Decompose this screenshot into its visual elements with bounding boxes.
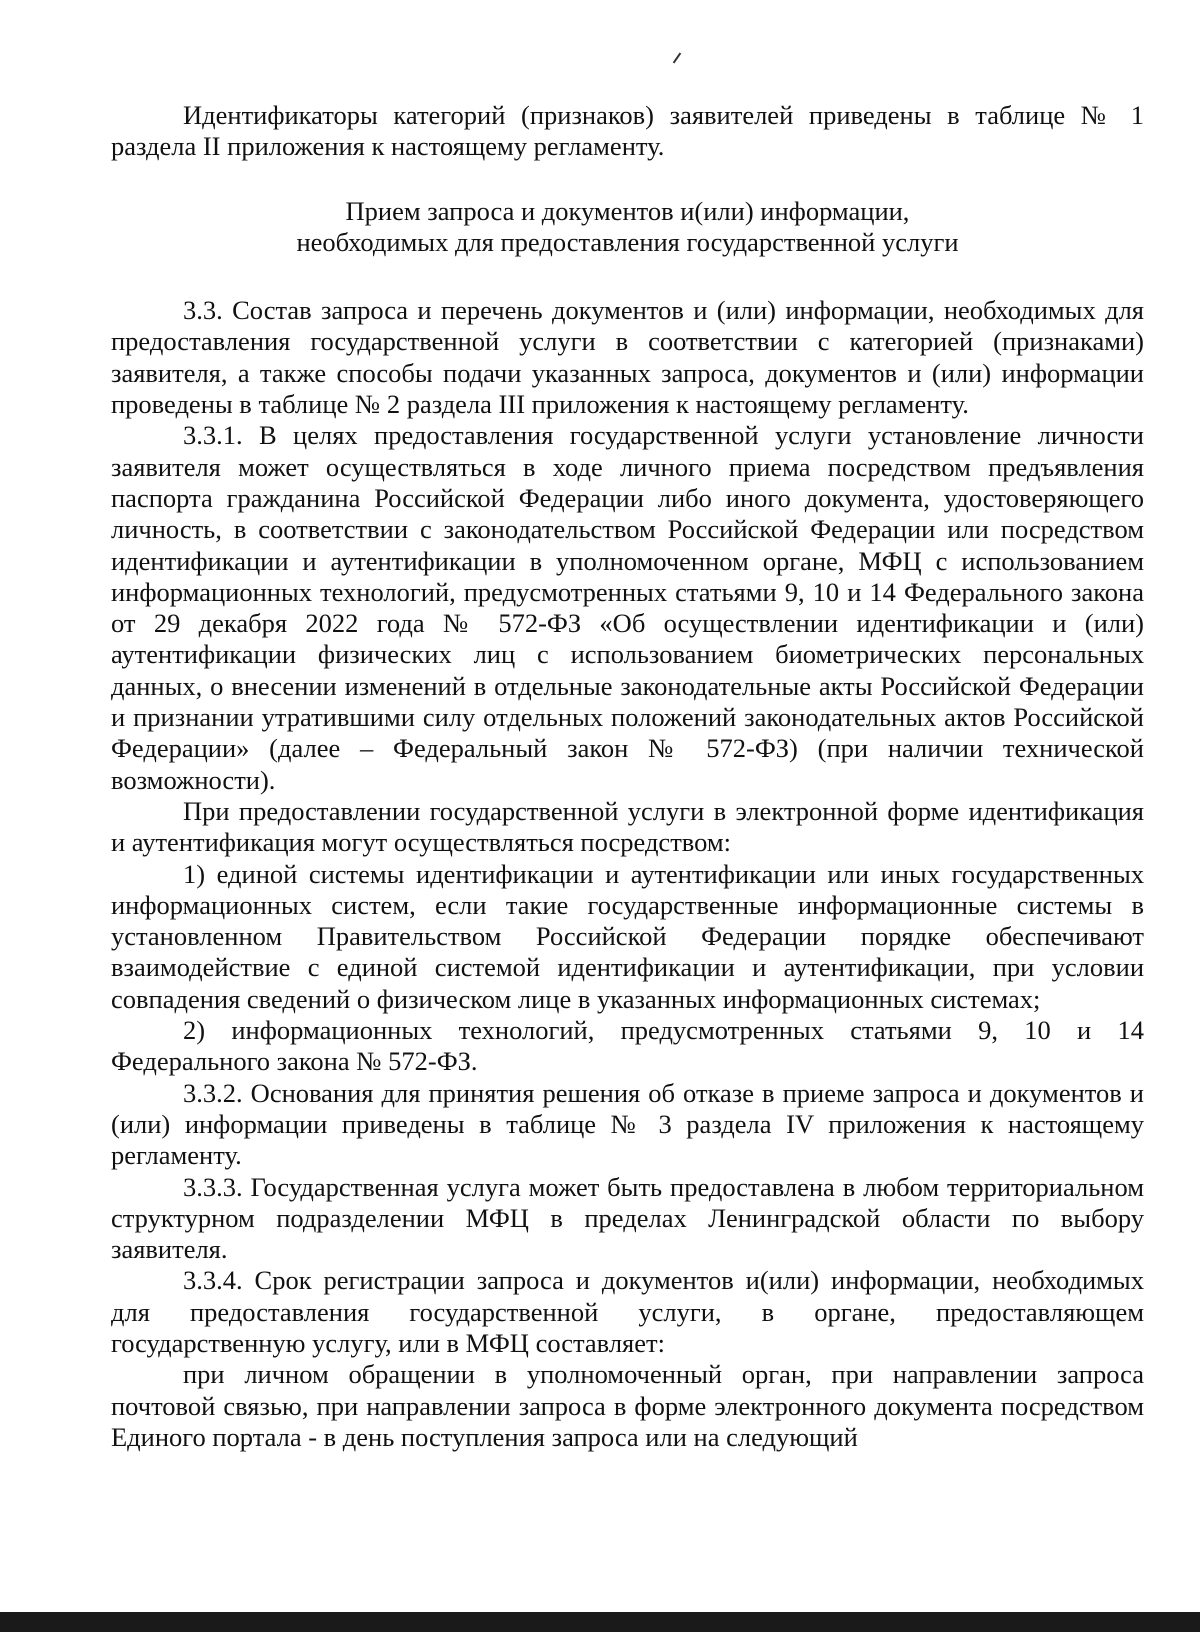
list-item-2: 2) информационных технологий, предусмотренных статьями 9, 10 и 14 Федерального закона № 572-ФЗ. — [111, 1015, 1144, 1077]
section-heading-line-1: Прием запроса и документов и(или) информации, — [345, 195, 910, 226]
paragraph-3-3-3: 3.3.3. Государственная услуга может быть предоставлена в любом территориальном структурном подразделении МФЦ в пределах Ленинградской области по выбору заявителя. — [111, 1171, 1144, 1265]
scan-mark — [673, 53, 682, 64]
paragraph-3-3-4: 3.3.4. Срок регистрации запроса и документов и(или) информации, необходимых для предоставления государственной услуги, в органе, предоставляющем государственную услугу, или в МФЦ составляет: — [111, 1265, 1144, 1358]
paragraph-electronic-form: При предоставлении государственной услуги в электронной форме идентификация и аутентификация могут осуществляться посредством: — [111, 795, 1144, 858]
paragraph-personal-visit: при личном обращении в уполномоченный орган, при направлении запроса почтовой связью, при направлении запроса в форме электронного документа посредством Единого портала - в день поступления запроса или на следующий — [111, 1359, 1144, 1452]
section-heading — [111, 196, 1144, 259]
document-body — [111, 100, 1144, 1453]
list-item-1: 1) единой системы идентификации и аутентификации или иных государственных информационных систем, если такие государственные информационные системы в установленном Правительством Российской Федерации порядке обеспечивают взаимодействие с единой системой идентификации и аутентификации, при условии совпадения сведений о физическом лице в указанных информационных системах; — [111, 858, 1144, 1014]
paragraph-3-3: 3.3. Состав запроса и перечень документов и (или) информации, необходимых для предоставления государственной услуги в соответствии с категорией (признаками) заявителя, а также способы подачи указанных запроса, документов и (или) информации проведены в таблице № 2 раздела III приложения к настоящему регламенту. — [111, 295, 1144, 420]
paragraph-identifiers: Идентификаторы категорий (признаков) заявителей приведены в таблице № 1 раздела II приложения к настоящему регламенту. — [111, 100, 1144, 162]
scan-bottom-edge — [0, 1612, 1200, 1632]
paragraph-3-3-1: 3.3.1. В целях предоставления государственной услуги установление личности заявителя может осуществляться в ходе личного приема посредством предъявления паспорта гражданина Российской Федерации либо иного документа, удостоверяющего личность, в соответствии с законодательством Российской Федерации или посредством идентификации и аутентификации в уполномоченном органе, МФЦ с использованием информационных технологий, предусмотренных статьями 9, 10 и 14 Федерального закона от 29 декабря 2022 года № 572-ФЗ «Об осуществлении идентификации и (или) аутентификации физических лиц с использованием биометрических персональных данных, о внесении изменений в отдельные законодательные акты Российской Федерации и признании утратившими силу отдельных положений законодательных актов Российской Федерации» (далее – Федеральный закон № 572-ФЗ) (при наличии технической возможности). — [111, 420, 1144, 795]
section-heading-line-2: необходимых для предоставления государственной услуги — [296, 226, 959, 257]
paragraph-3-3-2: 3.3.2. Основания для принятия решения об отказе в приеме запроса и документов и (или) информации приведены в таблице № 3 раздела IV приложения к настоящему регламенту. — [111, 1077, 1144, 1171]
